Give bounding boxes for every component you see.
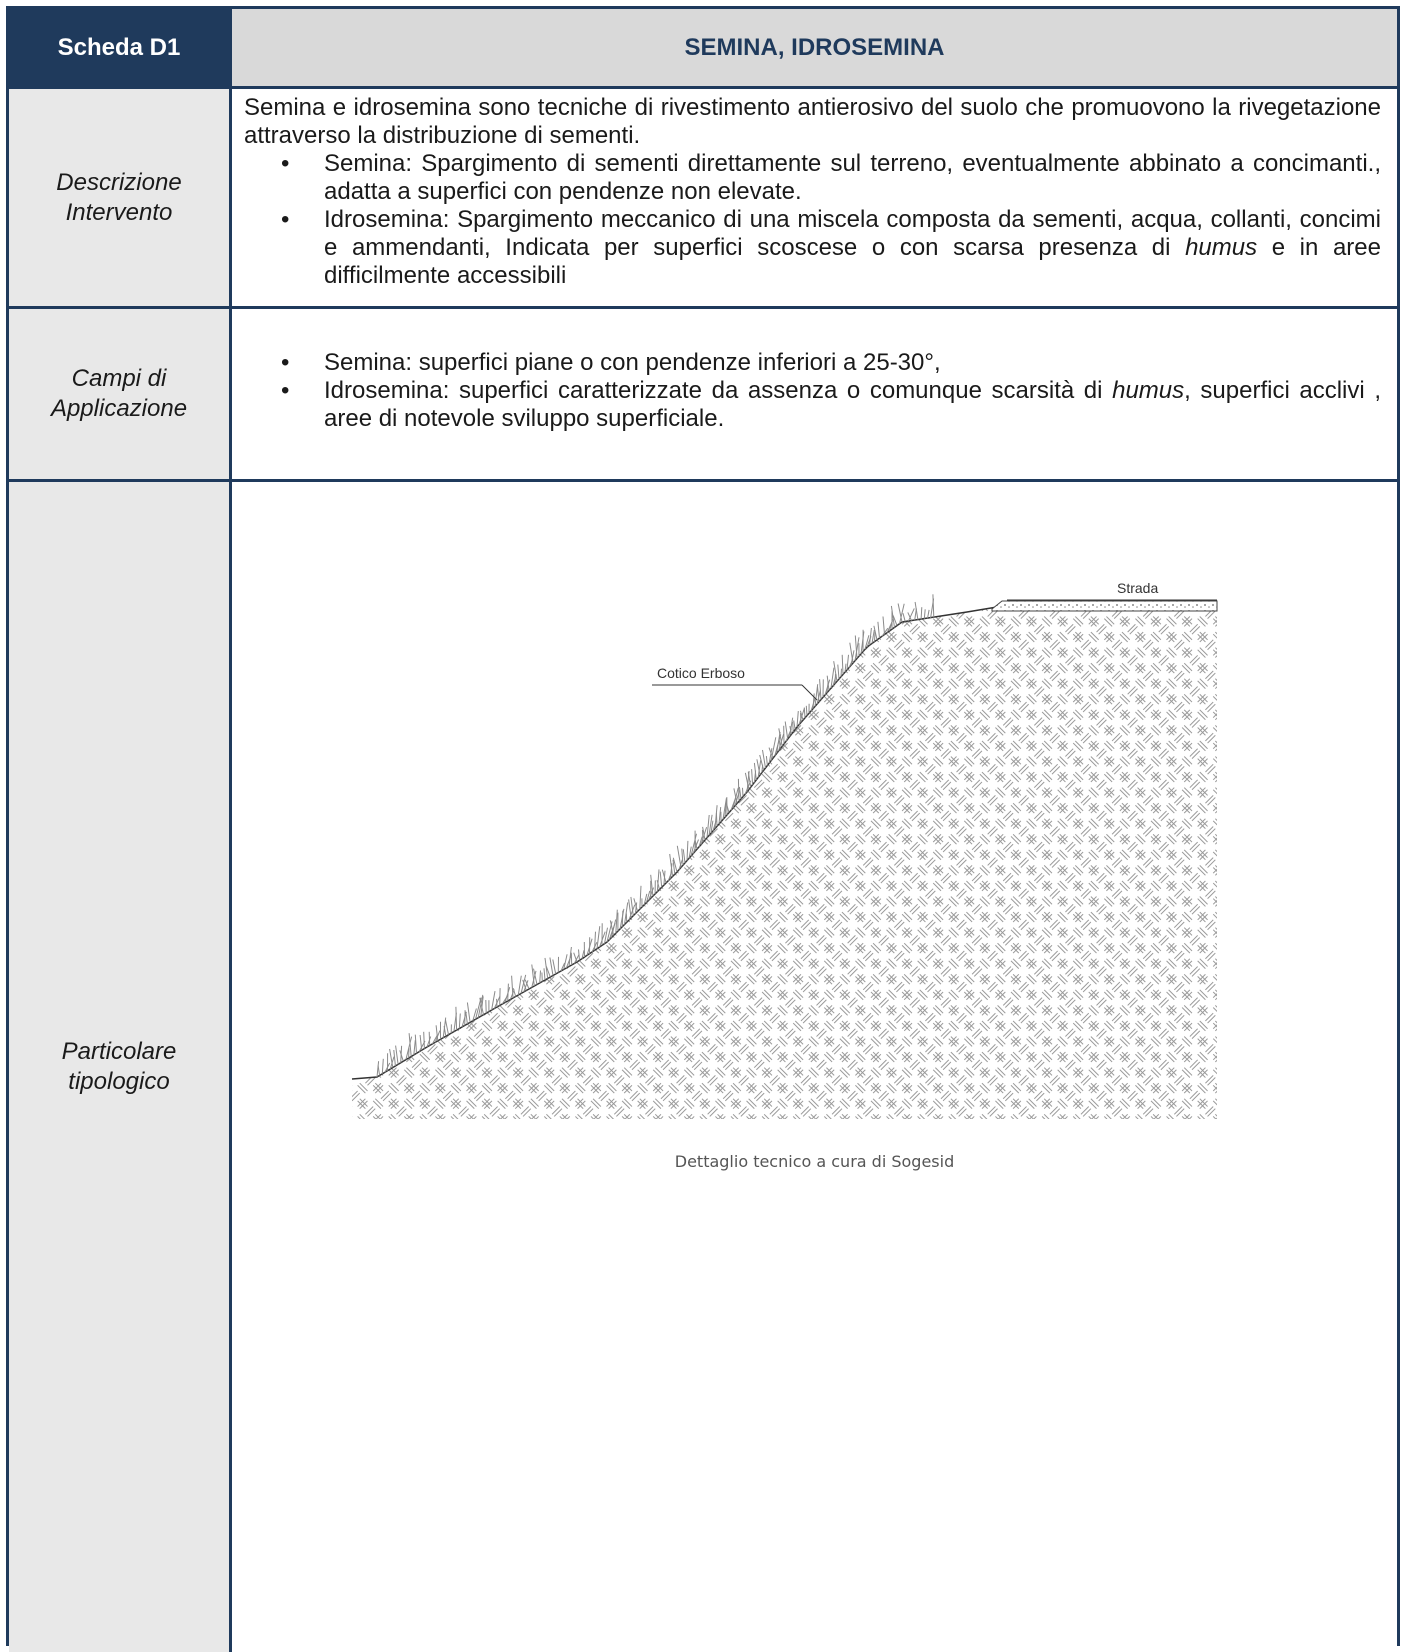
grass-blade — [683, 849, 685, 863]
applications-list — [244, 349, 1381, 433]
header-row — [9, 9, 1397, 86]
technical-sheet — [6, 6, 1400, 1646]
list-item: • Semina: superfici piane o con pendenze inferiori a 25-30°, — [324, 349, 1381, 377]
grass-blade — [703, 830, 704, 842]
grass-blade — [841, 669, 842, 677]
slope-section-drawing — [347, 567, 1257, 1127]
sheet-code: Scheda D1 — [9, 9, 232, 86]
description-intro: Semina e idrosemina sono tecniche di rivestimento antierosivo del suolo che promuovono la rivegetazione attraverso la distribuzione di sementi. — [244, 94, 1381, 150]
grass-blade — [716, 813, 717, 826]
grass-blade — [794, 721, 795, 730]
grass-blade — [456, 1007, 457, 1030]
soil-body — [352, 607, 1217, 1119]
grass-blade — [804, 708, 805, 718]
list-item: • Idrosemina: superfici caratterizzate da assenza o comunque scarsità di humus, superfici acclivi , aree di notevole sviluppo superficiale. — [324, 377, 1381, 433]
grass-blade — [687, 841, 688, 861]
sheet-title: SEMINA, IDROSEMINA — [232, 9, 1397, 86]
grass-blade — [466, 1012, 468, 1024]
grass-blade — [838, 665, 839, 679]
grass-blade — [766, 756, 767, 765]
grass-blade — [544, 968, 545, 980]
detail-label: Particolare tipologico — [9, 482, 232, 1652]
list-item: • Semina: Spargimento di sementi direttamente sul terreno, eventualmente abbinato a concimanti., adatta a superfici con pendenze non elevate. — [324, 150, 1381, 206]
grass-blade — [875, 632, 876, 641]
grass-blade — [424, 1032, 425, 1049]
grass-blade — [878, 622, 880, 638]
grass-blade — [459, 1014, 460, 1029]
grass-blade — [682, 849, 683, 866]
grass-blade — [793, 722, 794, 732]
description-content — [232, 89, 1397, 306]
grass-blade — [752, 769, 753, 785]
grass-blade — [739, 787, 741, 799]
grass-blade — [677, 846, 681, 868]
grass-blade — [429, 1032, 430, 1046]
applications-label: Campi di Applicazione — [9, 309, 232, 479]
grass-blade — [660, 872, 662, 888]
grass-blade — [883, 617, 885, 635]
grass-blade — [806, 706, 807, 716]
grass-blade — [396, 1046, 399, 1065]
road-layer — [992, 601, 1217, 611]
grass-blade — [445, 1020, 448, 1035]
grass-blade — [850, 643, 853, 663]
grass-blade — [898, 604, 902, 623]
description-label: Descrizione Intervento — [9, 89, 232, 306]
grass-blade — [785, 722, 788, 740]
grass-blade — [378, 1066, 380, 1076]
applications-content — [232, 309, 1397, 479]
grass-blade — [629, 899, 632, 918]
applications-row — [9, 309, 1397, 479]
detail-content — [232, 482, 1397, 1652]
grass-blade — [553, 960, 556, 975]
grass-blade — [540, 971, 541, 984]
description-row — [9, 89, 1397, 306]
grass-blade — [415, 1035, 416, 1054]
detail-row — [9, 482, 1397, 1652]
grass-blade — [597, 926, 600, 949]
grass-blade — [414, 1040, 416, 1055]
grass-blade — [382, 1059, 383, 1074]
turf-label: Cotico Erboso — [657, 665, 745, 681]
grass-blade — [842, 655, 843, 675]
grass-blade — [738, 779, 739, 801]
grass-blade — [743, 788, 744, 797]
grass-blade — [820, 679, 821, 700]
grass-blade — [508, 984, 509, 1001]
grass-blade — [924, 609, 925, 619]
grass-blade — [467, 1003, 470, 1023]
grass-blade — [640, 886, 641, 909]
drawing-caption: Dettaglio tecnico a cura di Sogesid — [232, 1152, 1397, 1171]
grass-blade — [616, 910, 618, 934]
grass-blade — [595, 932, 596, 951]
grass-blade — [579, 949, 580, 960]
grass-blade — [903, 613, 905, 621]
description-list — [244, 150, 1381, 290]
grass-blade — [933, 594, 934, 617]
list-item: • Idrosemina: Spargimento meccanico di una miscela composta da sementi, acqua, collanti, concimi e ammendanti, Indicata per superfici scoscese o con scarsa presenza di humus e in aree difficilmente accessibili — [324, 206, 1381, 290]
road-label: Strada — [1117, 580, 1158, 596]
grass-blade — [622, 911, 623, 927]
grass-blade — [921, 607, 922, 619]
grass-blade — [835, 674, 836, 684]
